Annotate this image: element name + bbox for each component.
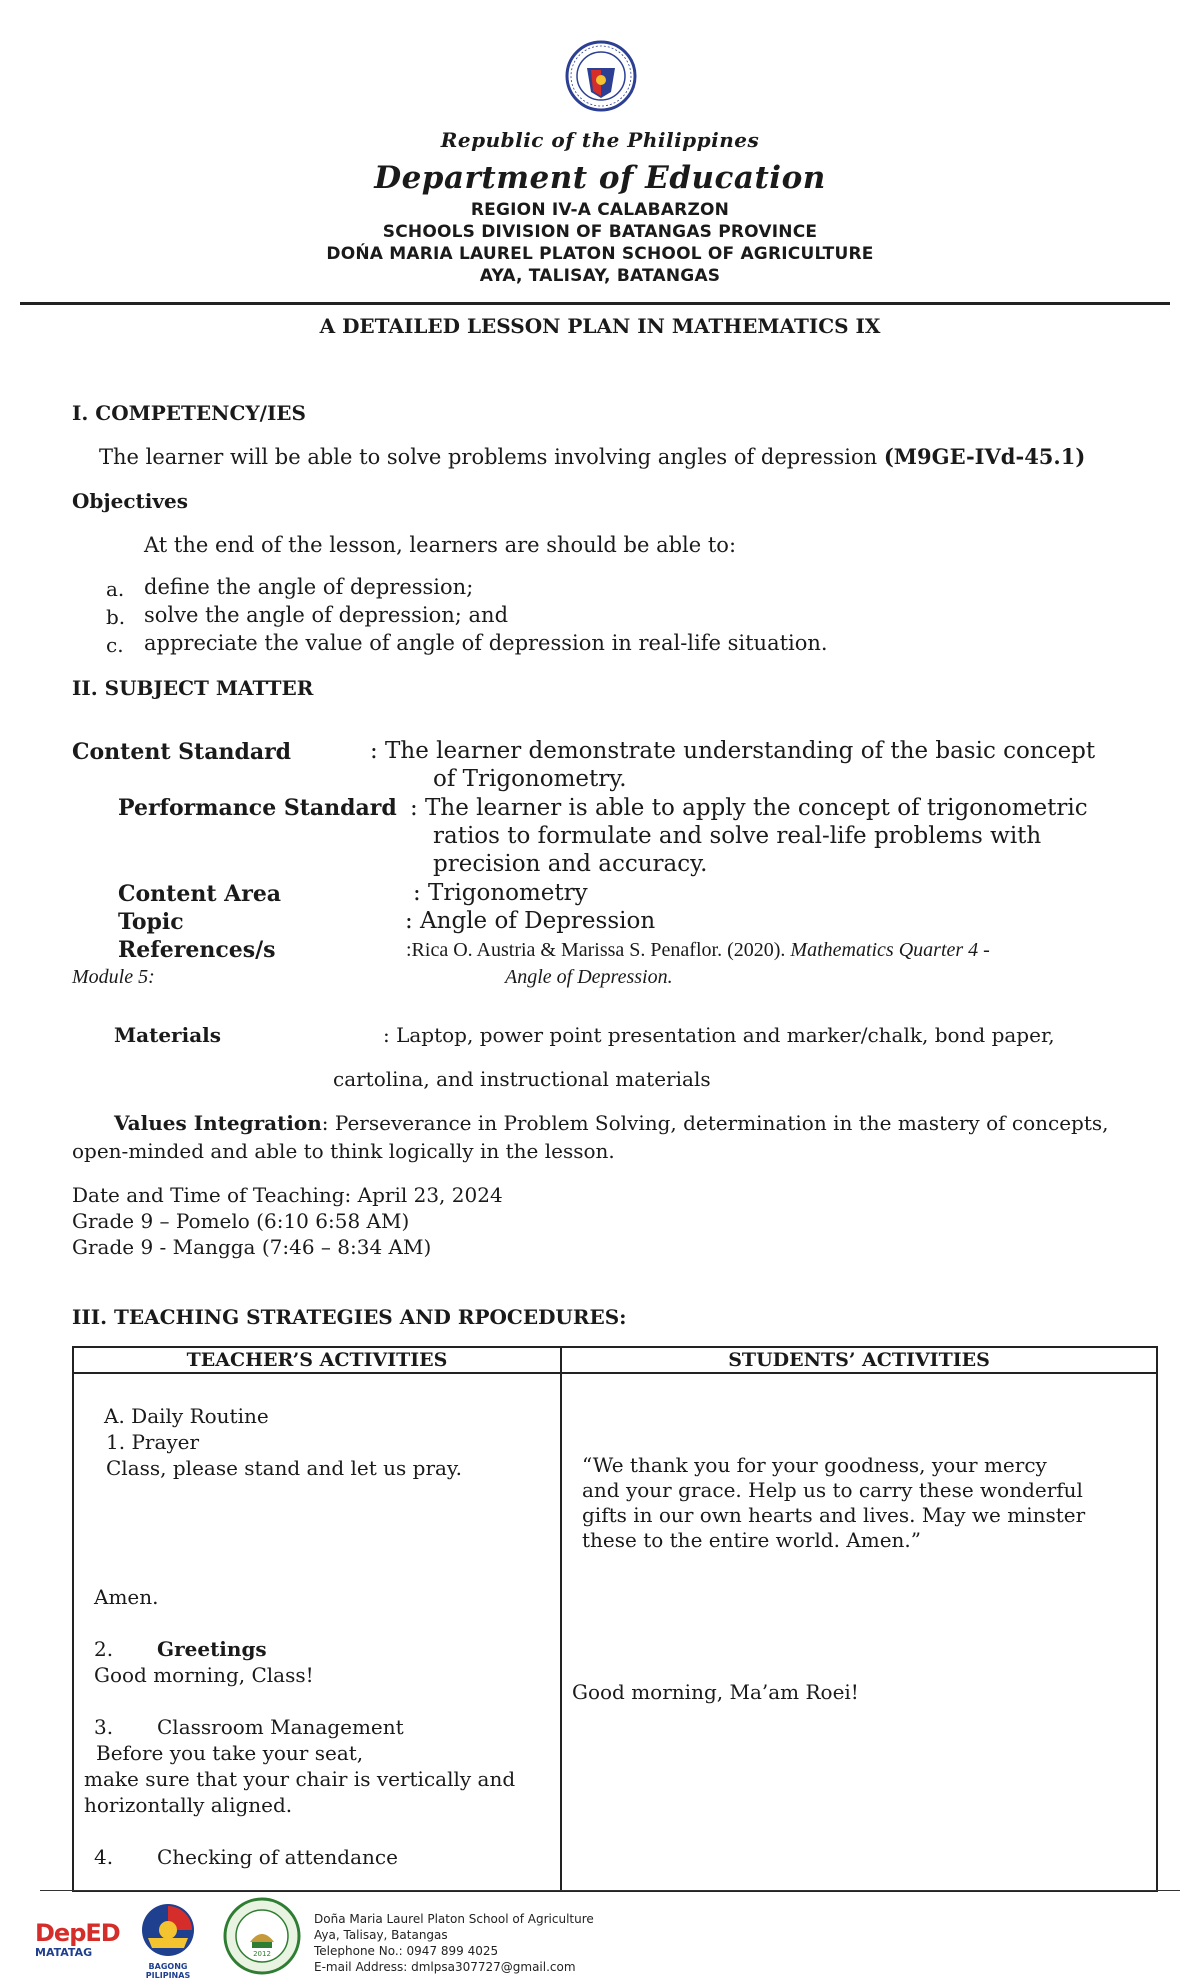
topic-value: : Angle of Depression [405, 908, 656, 934]
prayer-instruction: Class, please stand and let us pray. [106, 1456, 462, 1480]
values-text: : Perseverance in Problem Solving, determination in the mastery of concepts, [321, 1111, 1109, 1135]
topic-label: Topic [118, 909, 184, 935]
materials-text: : Laptop, power point presentation and marker/chalk, bond paper, [383, 1023, 1055, 1047]
references-module-title: Angle of Depression. [505, 966, 673, 988]
region-line: REGION IV-A CALABARZON [470, 200, 730, 220]
performance-standard-text-cont: ratios to formulate and solve real-life problems with [433, 823, 1042, 849]
references-title: Mathematics Quarter 4 - [790, 939, 990, 961]
content-area-value: : Trigonometry [413, 880, 588, 906]
table-row [73, 1373, 1157, 1891]
objective-marker: a. [106, 577, 125, 601]
competency-heading: I. COMPETENCY/IES [72, 401, 306, 425]
table-header-row [73, 1347, 1157, 1373]
date-time-teaching: Date and Time of Teaching: April 23, 2024 [72, 1183, 503, 1207]
footer-school-info [314, 1911, 594, 1975]
student-prayer: “We thank you for your goodness, your mercy [582, 1453, 1047, 1477]
procedures-heading: III. TEACHING STRATEGIES AND RPOCEDURES: [72, 1305, 627, 1329]
student-prayer: gifts in our own hearts and lives. May we minster [582, 1503, 1086, 1527]
content-standard-text: : The learner demonstrate understanding of the basic concept [370, 738, 1096, 764]
attendance-label: Checking of attendance [157, 1845, 398, 1869]
department-line: Department of Education [374, 160, 826, 196]
republic-line: Republic of the Philippines [440, 128, 760, 152]
footer-divider [40, 1890, 1180, 1891]
daily-routine: A. Daily Routine [104, 1404, 269, 1428]
footer-address: Aya, Talisay, Batangas [314, 1928, 448, 1942]
subject-heading: II. SUBJECT MATTER [72, 676, 314, 700]
prayer-item: 1. Prayer [106, 1430, 200, 1454]
materials-label: Materials [114, 1023, 222, 1047]
header-divider [20, 302, 1170, 305]
references-label: References/s [118, 937, 276, 963]
students-activities-cell [561, 1373, 1157, 1891]
footer-email[interactable]: E-mail Address: dmlpsa307727@gmail.com [314, 1960, 576, 1974]
attendance-number: 4. [94, 1845, 114, 1869]
greetings-number: 2. [94, 1637, 114, 1661]
classroom-mgmt-number: 3. [94, 1715, 114, 1739]
classroom-mgmt-label: Classroom Management [157, 1715, 404, 1739]
deped-matatag-logo [35, 1919, 120, 1972]
values-integration [114, 1111, 1109, 1135]
classroom-mgmt-text: Before you take your seat, [96, 1741, 364, 1765]
student-prayer: these to the entire world. Amen.” [582, 1528, 922, 1552]
student-prayer: and your grace. Help us to carry these wonderful [582, 1478, 1083, 1502]
performance-standard-text-cont: precision and accuracy. [433, 851, 708, 877]
content-standard-label: Content Standard [72, 739, 292, 765]
teacher-activities-cell [73, 1373, 561, 1891]
values-text-cont: open-minded and able to think logically in the lesson. [72, 1139, 615, 1163]
values-label: Values Integration [114, 1111, 322, 1135]
classroom-mgmt-text: horizontally aligned. [84, 1793, 293, 1817]
classroom-mgmt-text: make sure that your chair is vertically and [84, 1767, 516, 1791]
division-line: SCHOOLS DIVISION OF BATANGAS PROVINCE [382, 222, 818, 242]
objective-marker: c. [106, 633, 124, 657]
school-line: DOŃA MARIA LAUREL PLATON SCHOOL OF AGRICULTURE [326, 244, 874, 264]
objectives-heading: Objectives [72, 489, 188, 513]
competency-sentence: The learner will be able to solve problems involving angles of depression [99, 445, 878, 469]
school-logo [222, 1896, 302, 1976]
materials-text-cont: cartolina, and instructional materials [333, 1067, 711, 1091]
references-authors: :Rica O. Austria & Marissa S. Penaflor. (2020). [406, 939, 786, 961]
objective-marker: b. [106, 605, 126, 629]
deped-seal [565, 40, 637, 112]
competency-text [99, 444, 1085, 469]
lesson-plan-title: A DETAILED LESSON PLAN IN MATHEMATICS IX [319, 314, 881, 338]
objectives-intro: At the end of the lesson, learners are should be able to: [144, 533, 737, 557]
activities-table [72, 1346, 1158, 1892]
matatag-wordmark: MATATAG [35, 1946, 93, 1959]
footer-school-name: Doña Maria Laurel Platon School of Agriculture [314, 1912, 594, 1926]
bagong-pilipinas-logo [126, 1900, 210, 1980]
address-line: AYA, TALISAY, BATANGAS [479, 266, 721, 286]
amen-text: Amen. [94, 1585, 159, 1609]
grade-section-pomelo: Grade 9 – Pomelo (6:10 6:58 AM) [72, 1209, 410, 1233]
greetings-text: Good morning, Class! [94, 1663, 314, 1687]
references-module: Module 5: [72, 966, 155, 988]
objective-item: solve the angle of depression; and [144, 603, 509, 627]
performance-standard-label: Performance Standard [118, 795, 397, 821]
teacher-activities-header: TEACHER’S ACTIVITIES [73, 1347, 561, 1373]
content-area-label: Content Area [118, 881, 282, 907]
student-greeting-reply: Good morning, Ma’am Roei! [572, 1680, 859, 1704]
footer-telephone: Telephone No.: 0947 899 4025 [314, 1944, 499, 1958]
objective-item: define the angle of depression; [144, 575, 474, 599]
objective-item: appreciate the value of angle of depression in real-life situation. [144, 631, 828, 655]
students-activities-header: STUDENTS’ ACTIVITIES [561, 1347, 1157, 1373]
deped-wordmark: DepED [35, 1919, 120, 1947]
school-logo-year: 2012 [253, 1950, 271, 1958]
bagong-pilipinas-text: BAGONG PILIPINAS [145, 1962, 191, 1980]
greetings-label: Greetings [157, 1637, 267, 1661]
grade-section-mangga: Grade 9 - Mangga (7:46 – 8:34 AM) [72, 1235, 432, 1259]
performance-standard-text: : The learner is able to apply the concept of trigonometric [410, 795, 1088, 821]
competency-code: (M9GE-IVd-45.1) [883, 444, 1086, 469]
references-text [406, 939, 990, 962]
content-standard-text-cont: of Trigonometry. [433, 766, 627, 792]
